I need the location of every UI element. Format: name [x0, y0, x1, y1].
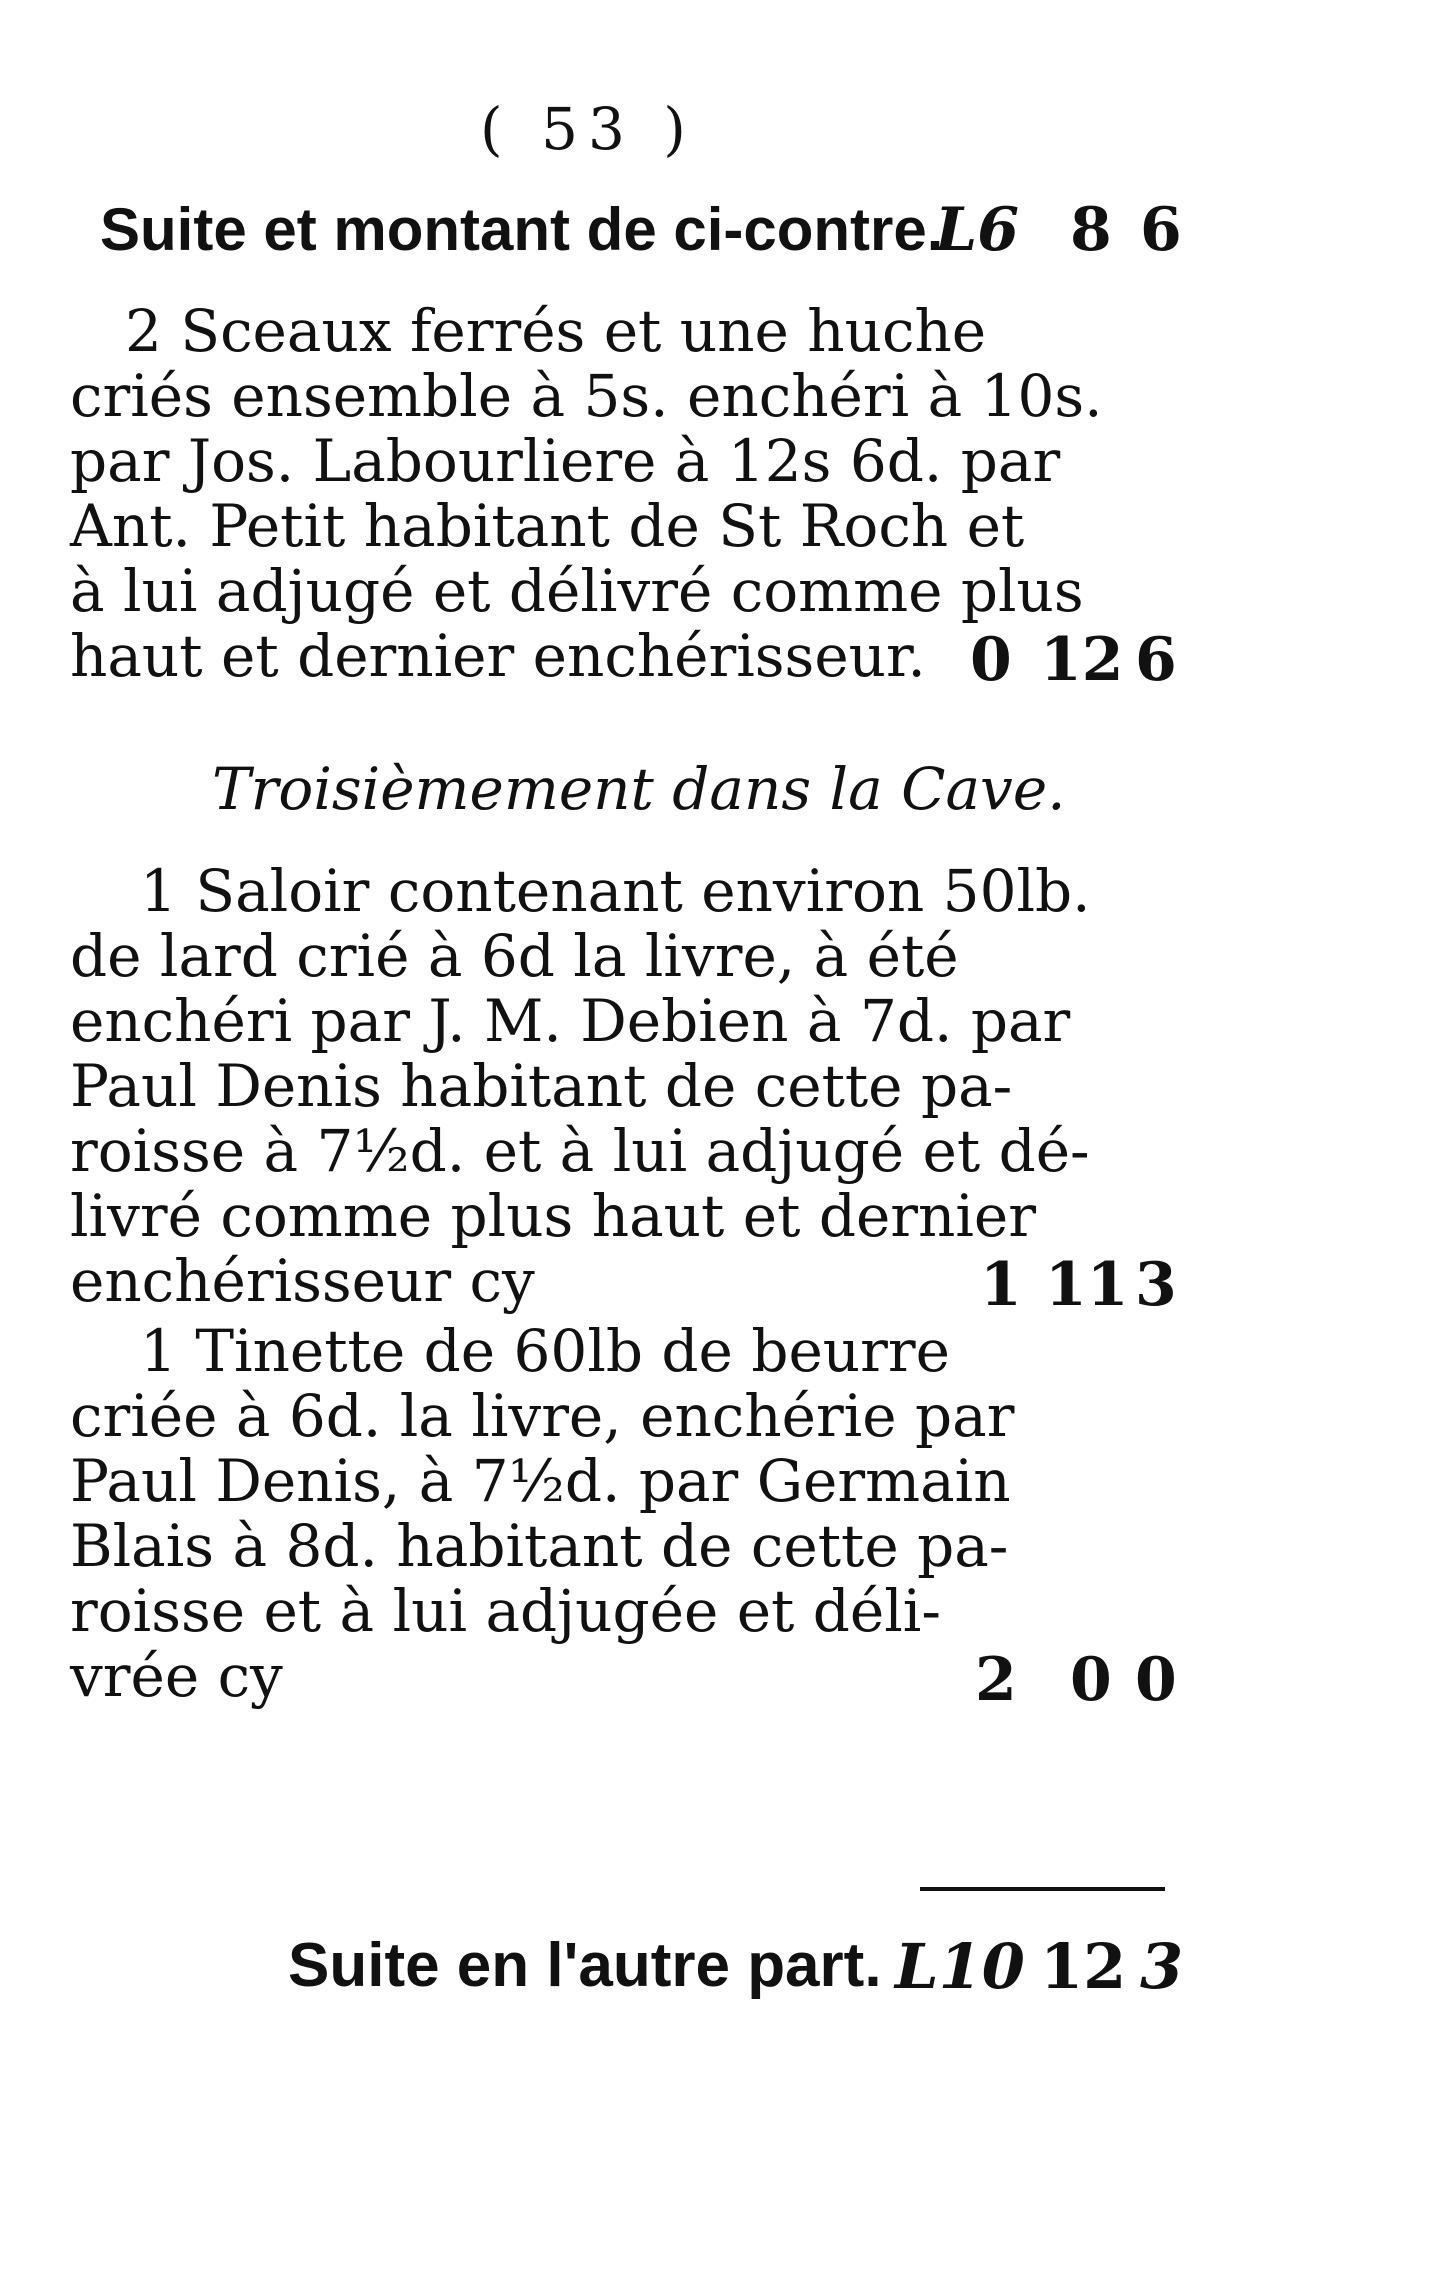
carried-forward-deniers: 6 — [1140, 195, 1182, 265]
entry-line: vrée cy — [70, 1642, 283, 1710]
carried-over-deniers: 3 — [1140, 1930, 1184, 2003]
entry-line: 1 Saloir contenant environ 50lb. — [140, 857, 1091, 925]
page-number: ( 53 ) — [480, 95, 696, 163]
entry-line: à lui adjugé et délivré comme plus — [70, 557, 1084, 625]
entry-line: Ant. Petit habitant de St Roch et — [70, 492, 1025, 560]
entry-line: Paul Denis, à 7½d. par Germain — [70, 1447, 1011, 1515]
entry-line: de lard crié à 6d la livre, à été — [70, 922, 959, 990]
entry-line: livré comme plus haut et dernier — [70, 1182, 1036, 1250]
carried-forward-sols: 8 — [1070, 195, 1112, 265]
entry-line: criés ensemble à 5s. enchéri à 10s. — [70, 362, 1103, 430]
entry-amount-deniers: 6 — [1135, 625, 1177, 695]
entry-amount-sols: 12 — [1040, 625, 1124, 695]
entry-line: 1 Tinette de 60lb de beurre — [140, 1317, 950, 1385]
entry-line: roisse à 7½d. et à lui adjugé et dé- — [70, 1117, 1090, 1185]
entry-line: 2 Sceaux ferrés et une huche — [125, 297, 987, 365]
entry-line: par Jos. Labourliere à 12s 6d. par — [70, 427, 1061, 495]
entry-amount-deniers: 0 — [1135, 1645, 1177, 1715]
carried-over-sols: 12 — [1040, 1930, 1127, 2003]
carried-forward-label: Suite et montant de ci-contre. — [100, 196, 944, 263]
carried-forward-livres: L6 — [935, 195, 1019, 265]
carried-over-label: Suite en l'autre part. — [288, 1931, 882, 2000]
entry-amount-livres: 2 — [975, 1645, 1017, 1715]
entry-line: criée à 6d. la livre, enchérie par — [70, 1382, 1015, 1450]
entry-amount-livres: 0 — [970, 625, 1012, 695]
entry-amount-sols: 0 — [1070, 1645, 1112, 1715]
entry-line: enchéri par J. M. Debien à 7d. par — [70, 987, 1071, 1055]
entry-line: roisse et à lui adjugée et déli- — [70, 1577, 941, 1645]
entry-line: haut et dernier enchérisseur. — [70, 622, 926, 690]
carried-over-livres: L10 — [895, 1930, 1025, 2003]
entry-line: enchérisseur cy — [70, 1247, 535, 1315]
entry-line: Blais à 8d. habitant de cette pa- — [70, 1512, 1009, 1580]
entry-amount-sols: 11 — [1045, 1250, 1129, 1320]
entry-amount-deniers: 3 — [1135, 1250, 1177, 1320]
entry-amount-livres: 1 — [980, 1250, 1022, 1320]
total-rule — [920, 1887, 1165, 1891]
section-heading: Troisièmement dans la Cave. — [212, 755, 1066, 823]
entry-line: Paul Denis habitant de cette pa- — [70, 1052, 1013, 1120]
